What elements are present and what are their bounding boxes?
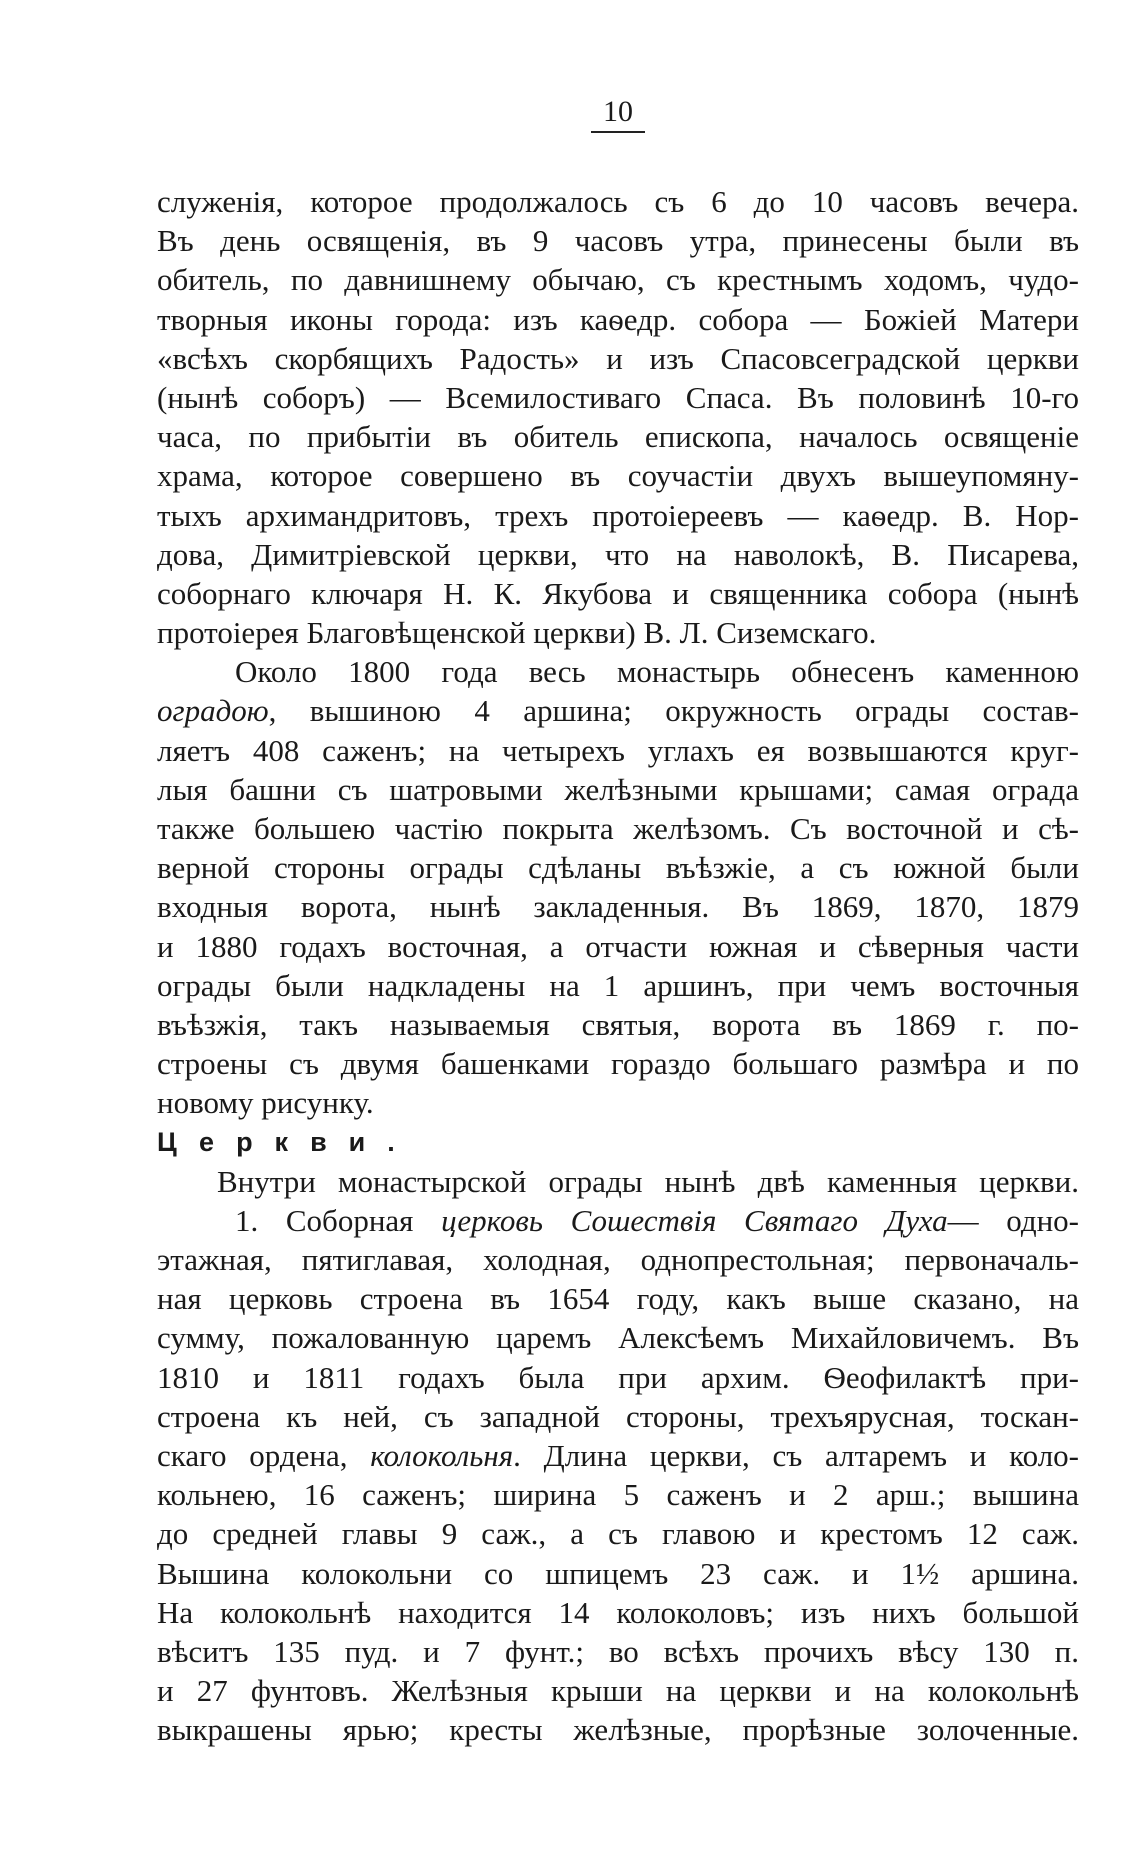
- body-text: [157, 182, 1079, 1750]
- text-line: выкрашены ярью; кресты желѣзные, прорѣзные золоченные.: [157, 1712, 1079, 1748]
- text-line: сумму, пожалованную царемъ Алексѣемъ Михайловичемъ. Въ: [157, 1320, 1079, 1356]
- text-line: до средней главы 9 саж., а съ главою и крестомъ 12 саж.: [157, 1516, 1079, 1552]
- text-line: протоіерея Благовѣщенской церкви) В. Л. Сиземскаго.: [157, 615, 877, 651]
- text-line: 1810 и 1811 годахъ была при архим. Ѳеофилактѣ при-: [157, 1359, 1079, 1395]
- text-line: кольнею, 16 саженъ; ширина 5 саженъ и 2 арш.; вышина: [157, 1477, 1079, 1513]
- text-line: Около 1800 года весь монастырь обнесенъ каменною: [235, 654, 1079, 690]
- text-line: также большею частію покрыта желѣзомъ. Съ восточной и сѣ-: [157, 811, 1079, 846]
- italic-text: оградою: [157, 693, 269, 729]
- text-line: въѣзжія, такъ называемыя святыя, ворота въ 1869 г. по-: [157, 1006, 1079, 1042]
- text-line: и 1880 годахъ восточная, а отчасти южная и сѣверныя части: [157, 928, 1079, 964]
- text-line: тыхъ архимандритовъ, трехъ протоіереевъ — каѳедр. В. Нор-: [157, 497, 1079, 533]
- text-line: и 27 фунтовъ. Желѣзныя крыши на церкви и на колокольнѣ: [157, 1673, 1079, 1709]
- text-line: часа, по прибытіи въ обитель епископа, началось освященіе: [157, 419, 1079, 455]
- text-line: лыя башни съ шатровыми желѣзными крышами; самая ограда: [157, 771, 1079, 807]
- text-line: соборнаго ключаря Н. К. Якубова и священника собора (нынѣ: [157, 575, 1079, 611]
- text-line: вѣситъ 135 пуд. и 7 фунт.; во всѣхъ прочихъ вѣсу 130 п.: [157, 1633, 1079, 1669]
- text-line: новому рисунку.: [157, 1085, 374, 1121]
- text-line: этажная, пятиглавая, холодная, однопрестольная; первоначаль-: [157, 1242, 1079, 1278]
- text-line: Вышина колокольни со шпицемъ 23 саж. и 1½ аршина.: [157, 1555, 1079, 1591]
- text-line: строены съ двумя башенками гораздо большаго размѣра и по: [157, 1046, 1079, 1082]
- text-line: ляетъ 408 саженъ; на четырехъ углахъ ея возвышаются круг-: [157, 732, 1079, 768]
- text-span: скаго ордена,: [157, 1438, 371, 1473]
- text-line: служенія, которое продолжалось съ 6 до 10 часовъ вечера.: [157, 184, 1079, 219]
- text-line: входныя ворота, нынѣ закладенныя. Въ 1869, 1870, 1879: [157, 889, 1079, 925]
- text-span: — одно-: [947, 1202, 1079, 1238]
- text-line: [157, 691, 1079, 730]
- page-number-text: 10: [591, 95, 645, 133]
- page-number: [157, 95, 1079, 135]
- text-line: «всѣхъ скорбящихъ Радость» и изъ Спасовсеградской церкви: [157, 340, 1079, 376]
- text-line: творныя иконы города: изъ каѳедр. собора — Божіей Матери: [157, 301, 1079, 337]
- text-line: [157, 1201, 1079, 1240]
- text-line: Внутри монастырской ограды нынѣ двѣ каменныя церкви.: [217, 1163, 1079, 1199]
- text-line: На колокольнѣ находится 14 колоколовъ; изъ нихъ большой: [157, 1594, 1079, 1630]
- text-line: обитель, по давнишнему обычаю, съ крестнымъ ходомъ, чудо-: [157, 262, 1079, 298]
- text-line: храма, которое совершено въ соучастіи двухъ вышеупомяну-: [157, 458, 1079, 494]
- italic-text: колокольня: [370, 1438, 514, 1473]
- book-page: [157, 95, 1079, 1750]
- text-line: [157, 1436, 1079, 1475]
- text-span: . Длина церкви, съ алтаремъ и коло-: [513, 1438, 1079, 1473]
- text-line: верной стороны ограды сдѣланы въѣзжіе, а съ южной были: [157, 850, 1079, 886]
- text-line: (нынѣ соборъ) — Всемилостиваго Спаса. Въ половинѣ 10-го: [157, 379, 1079, 415]
- text-line: Въ день освященія, въ 9 часовъ утра, принесены были въ: [157, 223, 1079, 259]
- text-line: ная церковь строена въ 1654 году, какъ выше сказано, на: [157, 1281, 1079, 1317]
- text-line: строена къ ней, съ западной стороны, трехъярусная, тоскан-: [157, 1398, 1079, 1434]
- text-span: 1. Соборная: [235, 1202, 442, 1238]
- section-heading: Церкви.: [157, 1126, 417, 1157]
- text-line: дова, Димитріевской церкви, что на наволокѣ, В. Писарева,: [157, 536, 1079, 572]
- italic-text: церковь Сошествія Святаго Духа: [441, 1202, 948, 1238]
- text-span: , вышиною 4 аршина; окружность ограды состав-: [268, 693, 1079, 729]
- text-line: ограды были надкладены на 1 аршинъ, при чемъ восточныя: [157, 967, 1079, 1003]
